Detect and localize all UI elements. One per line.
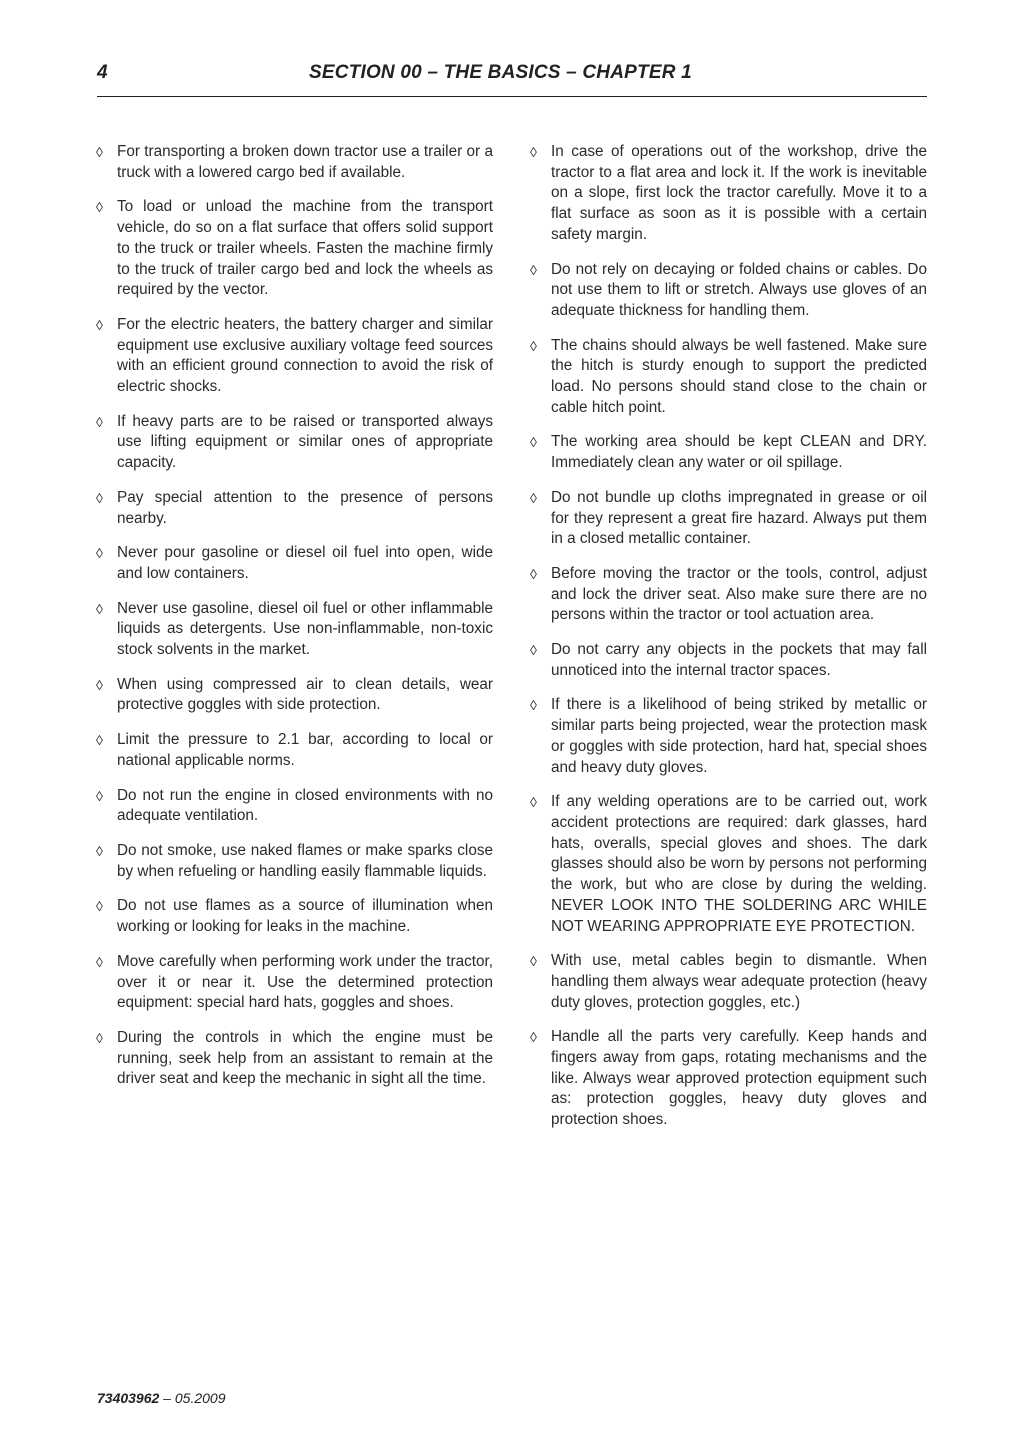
list-item (96, 197, 493, 301)
diamond-bullet-icon: ◊ (96, 489, 103, 506)
diamond-bullet-icon: ◊ (530, 697, 537, 714)
list-item (96, 841, 493, 882)
diamond-bullet-icon: ◊ (96, 144, 103, 160)
list-item-text: Handle all the parts very carefully. Keep hands and fingers away from gaps, rotating mechanisms and the like. Always wear approved protection equipment such as: protection goggles, heavy duty gloves and protection shoes. (551, 1028, 927, 1129)
list-item-text: Do not smoke, use naked flames or make sparks close by when refueling or handling easily flammable liquids. (117, 841, 493, 880)
list-item (96, 730, 493, 771)
list-item-text: Move carefully when performing work under the tractor, over it or near it. Use the determined protection equipment: special hard hats, goggles and shoes. (117, 952, 493, 1012)
diamond-bullet-icon: ◊ (96, 199, 103, 216)
list-item (530, 488, 927, 550)
list-item-text: Do not use flames as a source of illumination when working or looking for leaks in the machine. (117, 897, 493, 936)
list-item (96, 896, 493, 937)
diamond-bullet-icon: ◊ (530, 489, 537, 506)
list-item-text: Do not carry any objects in the pockets that may fall unnoticed into the internal tractor spaces. (551, 641, 927, 679)
list-item (96, 952, 493, 1014)
list-item-text: In case of operations out of the workshop, drive the tractor to a flat area and lock it. If the work is inevitable on a slope, first lock the tractor carefully. Move it to a flat surface as soon as it is possible with a certain safety margin. (551, 143, 927, 243)
list-item-text: Never use gasoline, diesel oil fuel or other inflammable liquids as detergents. Use non-inflammable, non-toxic stock solvents in the market. (117, 599, 493, 659)
diamond-bullet-icon: ◊ (530, 337, 537, 354)
diamond-bullet-icon: ◊ (96, 787, 103, 804)
diamond-bullet-icon: ◊ (96, 1029, 103, 1046)
list-item (96, 599, 493, 661)
list-item-text: Do not bundle up cloths impregnated in grease or oil for they represent a great fire hazard. Always put them in a closed metallic container. (551, 488, 927, 548)
list-item (96, 315, 493, 398)
list-item-text: Limit the pressure to 2.1 bar, according to local or national applicable norms. (117, 731, 493, 769)
diamond-bullet-icon: ◊ (96, 316, 103, 333)
diamond-bullet-icon: ◊ (96, 545, 103, 562)
list-item-text: If there is a likelihood of being striked by metallic or similar parts being projected, wear the protection mask or goggles with side protection, hard hat, special shoes and heavy duty gloves. (551, 696, 927, 776)
diamond-bullet-icon: ◊ (530, 953, 537, 970)
list-item (96, 675, 493, 716)
page-header (97, 62, 927, 90)
list-item-text: Do not rely on decaying or folded chains or cables. Do not use them to lift or stretch. Always use gloves of an adequate thickness for handling them. (551, 260, 927, 319)
diamond-bullet-icon: ◊ (96, 953, 103, 970)
publication-date: 05.2009 (174, 1390, 226, 1406)
diamond-bullet-icon: ◊ (530, 565, 537, 582)
list-item (96, 1028, 493, 1090)
list-item-text: To load or unload the machine from the transport vehicle, do so on a flat surface that offers solid support to the truck or trailer wheels. Fasten the machine firmly to the truck of trailer cargo bed and lock the wheels as required by the vector. (117, 198, 493, 299)
list-item (530, 432, 927, 473)
diamond-bullet-icon: ◊ (96, 898, 103, 915)
list-item-text: Do not run the engine in closed environments with no adequate ventilation. (117, 786, 493, 825)
list-item-text: Never pour gasoline or diesel oil fuel into open, wide and low containers. (117, 544, 493, 582)
list-item-text: If any welding operations are to be carried out, work accident protections are required: dark glasses, hard hats, overalls, special gloves and shoes. The dark glasses should also be worn by persons not performing the work, but who are close by during the welding. NEVER LOOK INTO THE SOLDERING ARC WHILE NOT WEARING APPROPRIATE EYE PROTECTION. (551, 793, 927, 935)
list-item (530, 564, 927, 626)
diamond-bullet-icon: ◊ (96, 732, 103, 749)
page-number: 4 (97, 62, 108, 83)
list-item (530, 951, 927, 1013)
diamond-bullet-icon: ◊ (530, 794, 537, 811)
list-item (96, 543, 493, 584)
page-footer (97, 1390, 225, 1406)
diamond-bullet-icon: ◊ (530, 1029, 537, 1046)
list-item (96, 786, 493, 827)
list-item (96, 142, 493, 183)
diamond-bullet-icon: ◊ (96, 676, 103, 693)
list-item-text: If heavy parts are to be raised or transported always use lifting equipment or similar ones of appropriate capacity. (117, 412, 493, 472)
right-column (530, 142, 927, 1145)
list-item (530, 695, 927, 778)
header-divider (97, 96, 927, 97)
list-item-text: Pay special attention to the presence of persons nearby. (117, 488, 493, 527)
diamond-bullet-icon: ◊ (530, 144, 537, 160)
list-item (96, 412, 493, 474)
list-item (530, 1027, 927, 1131)
list-item-text: Before moving the tractor or the tools, control, adjust and lock the driver seat. Also make sure there are no persons within the tractor or tool actuation area. (551, 564, 927, 624)
list-item (530, 260, 927, 322)
diamond-bullet-icon: ◊ (96, 842, 103, 859)
list-item-text: The chains should always be well fastened. Make sure the hitch is sturdy enough to support the predicted load. No persons should stand close to the chain or cable hitch point. (551, 336, 927, 416)
diamond-bullet-icon: ◊ (530, 434, 537, 451)
list-item-text: For the electric heaters, the battery charger and similar equipment use exclusive auxiliary voltage feed sources with an efficient ground connection to avoid the risk of electric shocks. (117, 315, 493, 396)
list-item-text: When using compressed air to clean details, wear protective goggles with side protection. (117, 675, 493, 714)
diamond-bullet-icon: ◊ (530, 261, 537, 278)
list-item (530, 142, 927, 246)
left-column (96, 142, 493, 1104)
list-item (530, 336, 927, 419)
list-item (530, 792, 927, 937)
section-title: SECTION 00 – THE BASICS – CHAPTER 1 (309, 62, 692, 83)
list-item-text: The working area should be kept CLEAN and DRY. Immediately clean any water or oil spillage. (551, 433, 927, 472)
diamond-bullet-icon: ◊ (530, 642, 537, 659)
diamond-bullet-icon: ◊ (96, 600, 103, 617)
diamond-bullet-icon: ◊ (96, 413, 103, 430)
document-number: 73403962 (97, 1390, 160, 1406)
list-item-text: For transporting a broken down tractor use a trailer or a truck with a lowered cargo bed if available. (117, 143, 493, 181)
list-item (96, 488, 493, 529)
list-item-text: During the controls in which the engine must be running, seek help from an assistant to remain at the driver seat and keep the mechanic in sight all the time. (117, 1028, 493, 1088)
footer-separator: – (159, 1390, 175, 1406)
list-item-text: With use, metal cables begin to dismantle. When handling them always wear adequate protection (heavy duty gloves, protection goggles, etc.) (551, 952, 927, 1011)
list-item (530, 640, 927, 681)
